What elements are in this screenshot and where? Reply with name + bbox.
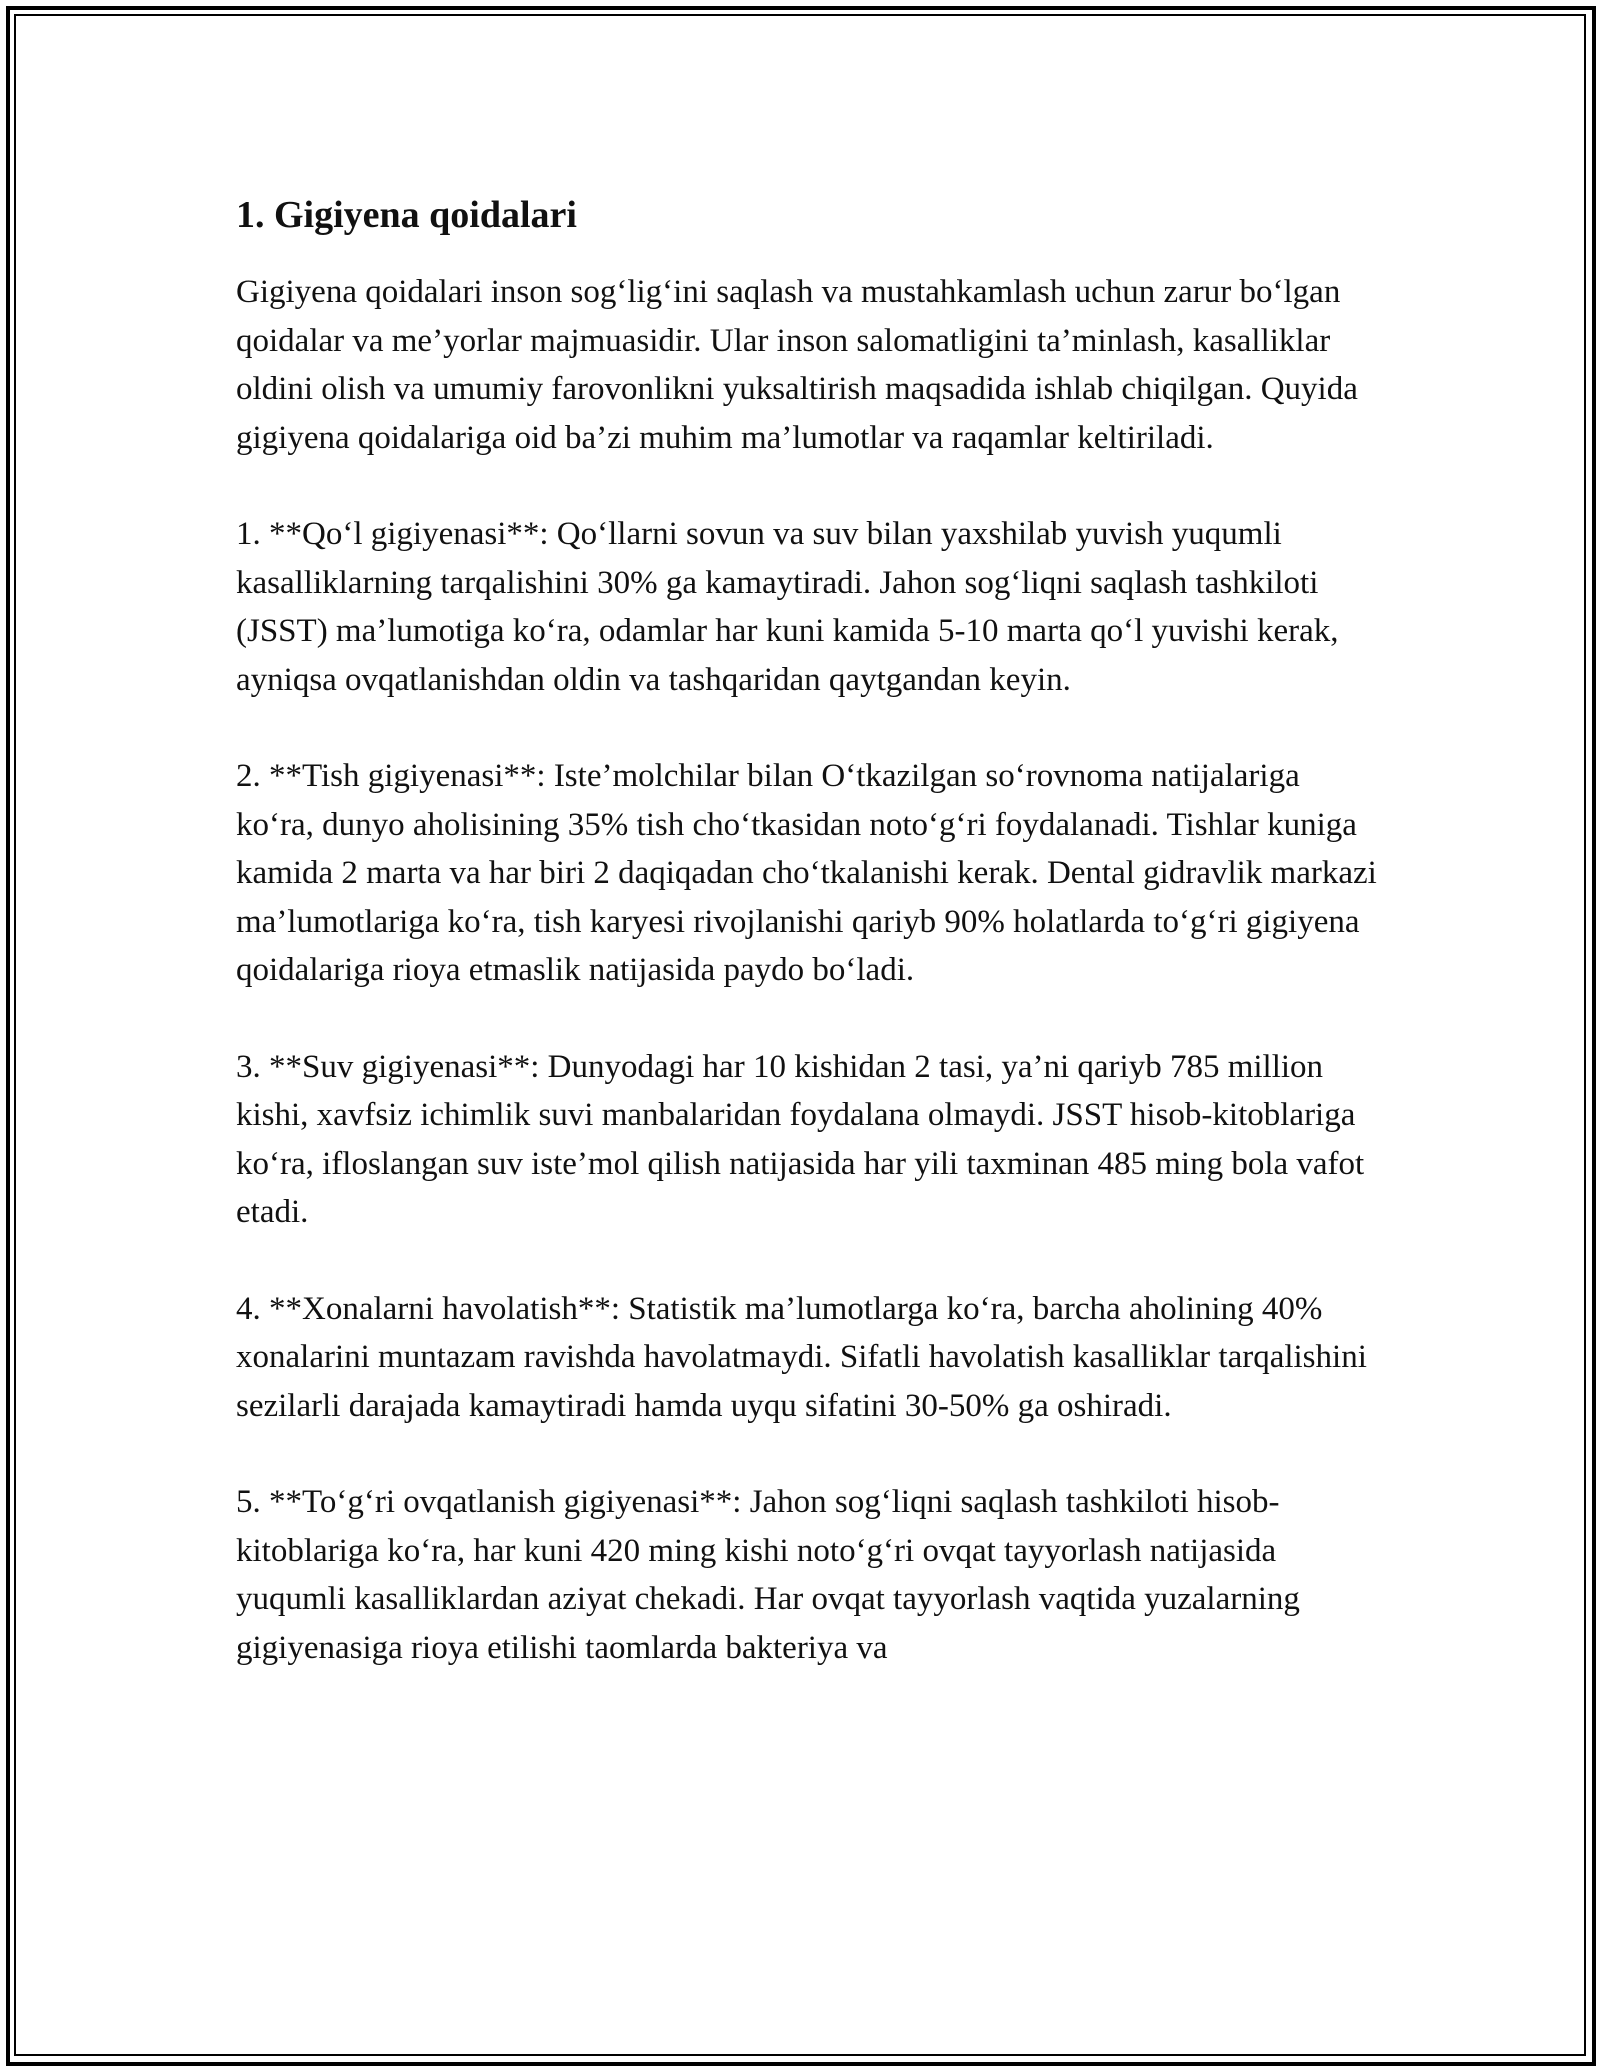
room-ventilation-paragraph: 4. **Xonalarni havolatish**: Statistik ma’lumotlarga ko‘ra, barcha aholining 40% xonalarini muntazam ravishda havolatmaydi. Sifatli havolatish kasalliklar tarqalishini sezilarli darajada kamaytiradi hamda uyqu sifatini 30-50% ga oshiradi. (236, 1290, 1367, 1424)
hand-hygiene-paragraph: 1. **Qo‘l gigiyenasi**: Qo‘llarni sovun va suv bilan yaxshilab yuvish yuqumli kasalliklarning tarqalishini 30% ga kamaytiradi. Jahon sog‘liqni saqlash tashkiloti (JSST) ma’lumotiga ko‘ra, odamlar har kuni kamida 5-10 marta qo‘l yuvishi kerak, ayniqsa ovqatlanishdan oldin va tashqaridan qaytgandan keyin. (236, 516, 1339, 698)
section-heading: 1. Gigiyena qoidalari (236, 194, 577, 236)
document-page (236, 180, 1380, 1720)
intro-paragraph: Gigiyena qoidalari inson sog‘lig‘ini saqlash va mustahkamlash uchun zarur bo‘lgan qoidalar va me’yorlar majmuasidir. Ular inson salomatligini ta’minlash, kasalliklar oldini olish va umumiy farovonlikni yuksaltirish maqsadida ishlab chiqilgan. Quyida gigiyena qoidalariga oid ba’zi muhim ma’lumotlar va raqamlar keltiriladi. (236, 274, 1358, 456)
dental-hygiene-paragraph: 2. **Tish gigiyenasi**: Iste’molchilar bilan O‘tkazilgan so‘rovnoma natijalariga ko‘ra, dunyo aholisining 35% tish cho‘tkasidan noto‘g‘ri foydalanadi. Tishlar kuniga kamida 2 marta va har biri 2 daqiqadan cho‘tkalanishi kerak. Dental gidravlik markazi ma’lumotlariga ko‘ra, tish karyesi rivojlanishi qariyb 90% holatlarda to‘g‘ri gigiyena qoidalariga rioya etmaslik natijasida paydo bo‘ladi. (236, 758, 1377, 988)
water-hygiene-paragraph: 3. **Suv gigiyenasi**: Dunyodagi har 10 kishidan 2 tasi, ya’ni qariyb 785 million kishi, xavfsiz ichimlik suvi manbalaridan foydalana olmaydi. JSST hisob-kitoblariga ko‘ra, ifloslangan suv iste’mol qilish natijasida har yili taxminan 485 ming bola vafot etadi. (236, 1048, 1365, 1230)
food-hygiene-paragraph: 5. **To‘g‘ri ovqatlanish gigiyenasi**: Jahon sog‘liqni saqlash tashkiloti hisob-kitoblariga ko‘ra, har kuni 420 ming kishi noto‘g‘ri ovqat tayyorlash natijasida yuqumli kasalliklardan aziyat chekadi. Har ovqat tayyorlash vaqtida yuzalarning gigiyenasiga rioya etilishi taomlarda bakteriya va (236, 1484, 1300, 1666)
